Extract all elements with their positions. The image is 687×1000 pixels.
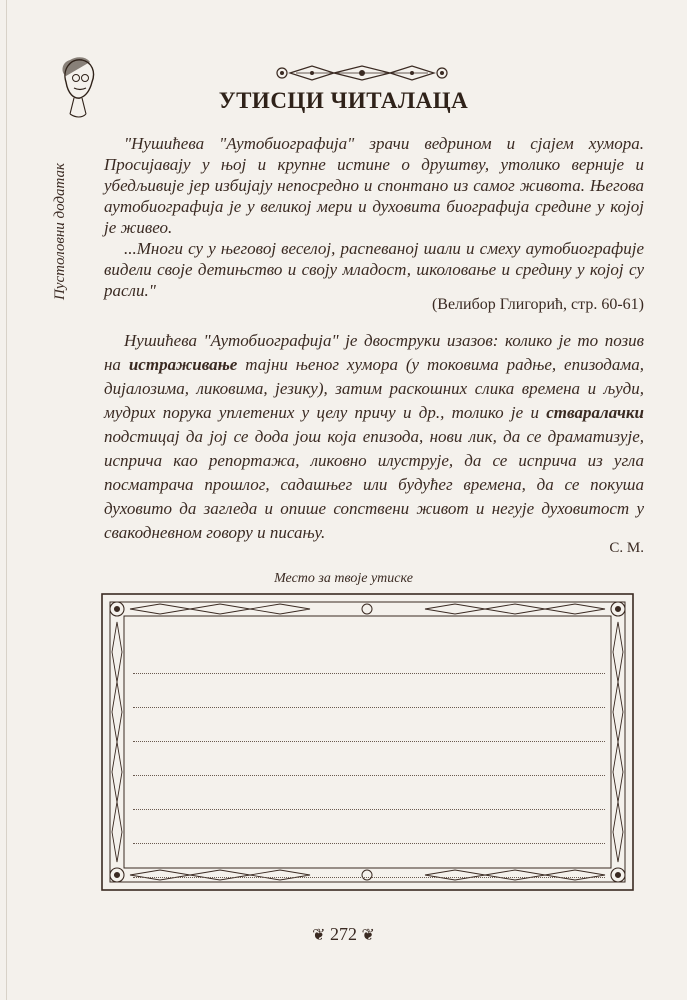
writing-line[interactable] (133, 844, 605, 878)
page-title: УТИСЦИ ЧИТАЛАЦА (218, 88, 469, 113)
page-number (0, 924, 687, 945)
emphasis-creative: стваралачки (546, 403, 644, 422)
writing-line[interactable] (133, 810, 605, 844)
left-flourish-icon: ❦ (312, 927, 326, 944)
writing-line[interactable] (133, 640, 605, 674)
commentary-text-3: подстицај да јој се дода још која епизода, нови лик, да се драматизује, исприча као репортажа, ликовно илуструје, да се исприча из угла посматрача прошлог, садашњег или будућег времена, да се покуша духовито да загледа и опише сопствени живот и негује духовитост у свакодневном говору и писању. (104, 427, 644, 542)
quote-citation: (Велибор Глигорић, стр. 60-61) (431, 296, 644, 313)
page-number-value: 272 (330, 924, 357, 944)
right-flourish-icon: ❦ (361, 927, 375, 944)
commentary-paragraph (104, 329, 644, 545)
side-section-label: Пустоловни додатак (52, 162, 68, 300)
commentary-text-2: тајни њеног хумора (у токовима радње, епизодама, дијалозима, ликовима, језику), затим раскошних слика времена и људи, мудрих порука уплетених у целу причу и др., толико је и (104, 355, 644, 422)
page-edge (6, 0, 7, 1000)
writing-line[interactable] (133, 742, 605, 776)
quote-paragraph-2: ...Многи су у његовој веселој, распеваној шали и смеху аутобиографије видели своје детињство и своју младост, школовање и средину у којој су расли." (104, 239, 644, 300)
author-initials: С. М. (609, 540, 644, 556)
emphasis-research: истраживање (128, 355, 238, 374)
impressions-caption: Место за твоје утиске (274, 571, 413, 586)
quote-paragraph-1: "Нушићева "Аутобиографија" зрачи ведрином и сјајем хумора. Просијавају у њој и крупне истине о друштву, утолико верније и убедљивије јер избијају непосредно и спонтано из самог живота. Његова аутобиографија је у великој мери и духовита биографија средине у којој је живео. (104, 134, 644, 237)
commentary-text-1: Нушићева "Аутобиографија" је двоструки изазов: колико је то позив на (104, 331, 644, 374)
writing-line[interactable] (133, 708, 605, 742)
commentary (104, 329, 644, 545)
writing-line[interactable] (133, 776, 605, 810)
reader-quote (104, 133, 644, 301)
writing-lines[interactable] (133, 640, 605, 878)
writing-line[interactable] (133, 674, 605, 708)
ornament-divider-icon (272, 62, 452, 84)
